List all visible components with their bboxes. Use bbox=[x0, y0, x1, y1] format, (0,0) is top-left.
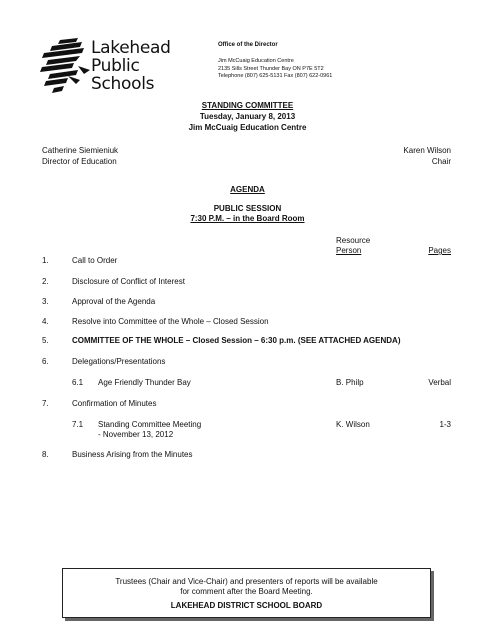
agenda-item-text: Resolve into Committee of the Whole – Closed Session bbox=[72, 317, 269, 326]
agenda-item-text: Approval of the Agenda bbox=[72, 297, 156, 306]
column-resource-label: Resource bbox=[336, 236, 371, 245]
subitem-person: B. Philp bbox=[336, 378, 364, 387]
session-title: PUBLIC SESSION bbox=[213, 204, 282, 213]
agenda-item-text: COMMITTEE OF THE WHOLE – Closed Session – 6:30 p.m. (SEE ATTACHED AGENDA) bbox=[72, 336, 401, 345]
column-person-label: Person bbox=[336, 246, 362, 255]
logo-text-line3: Schools bbox=[91, 74, 155, 94]
footer-box bbox=[62, 568, 431, 618]
agenda-item-num: 4. bbox=[42, 317, 49, 326]
meeting-title: STANDING COMMITTEE bbox=[201, 101, 294, 110]
agenda-item-num: 3. bbox=[42, 297, 49, 306]
footer-note-line1: Trustees (Chair and Vice-Chair) and presenters of reports will be available bbox=[115, 577, 378, 586]
agenda-item-text: Disclosure of Conflict of Interest bbox=[72, 277, 185, 286]
agenda-heading: AGENDA bbox=[230, 185, 265, 194]
agenda-item-num: 6. bbox=[42, 357, 49, 366]
subitem-text: Age Friendly Thunder Bay bbox=[98, 378, 191, 387]
address-line2: 2135 Sills Street Thunder Bay ON P7E 5T2 bbox=[218, 65, 324, 72]
meeting-location: Jim McCuaig Education Centre bbox=[188, 123, 307, 132]
office-title: Office of the Director bbox=[218, 42, 278, 48]
agenda-item-num: 8. bbox=[42, 450, 49, 459]
subitem-text: Standing Committee Meeting bbox=[98, 420, 202, 429]
subitem-text-line2: - November 13, 2012 bbox=[98, 430, 174, 439]
board-name: LAKEHEAD DISTRICT SCHOOL BOARD bbox=[170, 601, 323, 610]
address-line3: Telephone (807) 625-5131 Fax (807) 622-0961 bbox=[218, 73, 333, 79]
agenda-item-text: Delegations/Presentations bbox=[72, 357, 166, 366]
footer-note-line2: for comment after the Board Meeting. bbox=[180, 587, 313, 596]
director-role: Director of Education bbox=[42, 157, 117, 166]
agenda-item-num: 5. bbox=[42, 336, 49, 345]
logo bbox=[38, 36, 171, 98]
agenda-item-num: 1. bbox=[42, 256, 49, 265]
logo-mark-icon bbox=[38, 36, 92, 96]
agenda-item-num: 2. bbox=[42, 277, 49, 286]
subitem-num: 6.1 bbox=[72, 378, 84, 387]
subitem-pages: Verbal bbox=[428, 378, 451, 387]
meeting-date: Tuesday, January 8, 2013 bbox=[199, 112, 296, 121]
subitem-pages: 1-3 bbox=[439, 420, 451, 429]
subitem-person: K. Wilson bbox=[336, 420, 370, 429]
chair-name: Karen Wilson bbox=[403, 146, 451, 155]
chair-role: Chair bbox=[431, 157, 451, 166]
agenda-item-text: Confirmation of Minutes bbox=[72, 399, 157, 408]
logo-text-line2: Public bbox=[91, 56, 140, 76]
column-pages-label: Pages bbox=[428, 246, 451, 255]
subitem-num: 7.1 bbox=[72, 420, 84, 429]
session-time: 7:30 P.M. – in the Board Room bbox=[190, 214, 305, 223]
agenda-item-num: 7. bbox=[42, 399, 49, 408]
address-line1: Jim McCuaig Education Centre bbox=[218, 58, 294, 64]
director-name: Catherine Siemieniuk bbox=[42, 146, 119, 155]
agenda-item-text: Call to Order bbox=[72, 256, 118, 265]
logo-text-line1: Lakehead bbox=[91, 38, 171, 58]
agenda-item-text: Business Arising from the Minutes bbox=[72, 450, 193, 459]
